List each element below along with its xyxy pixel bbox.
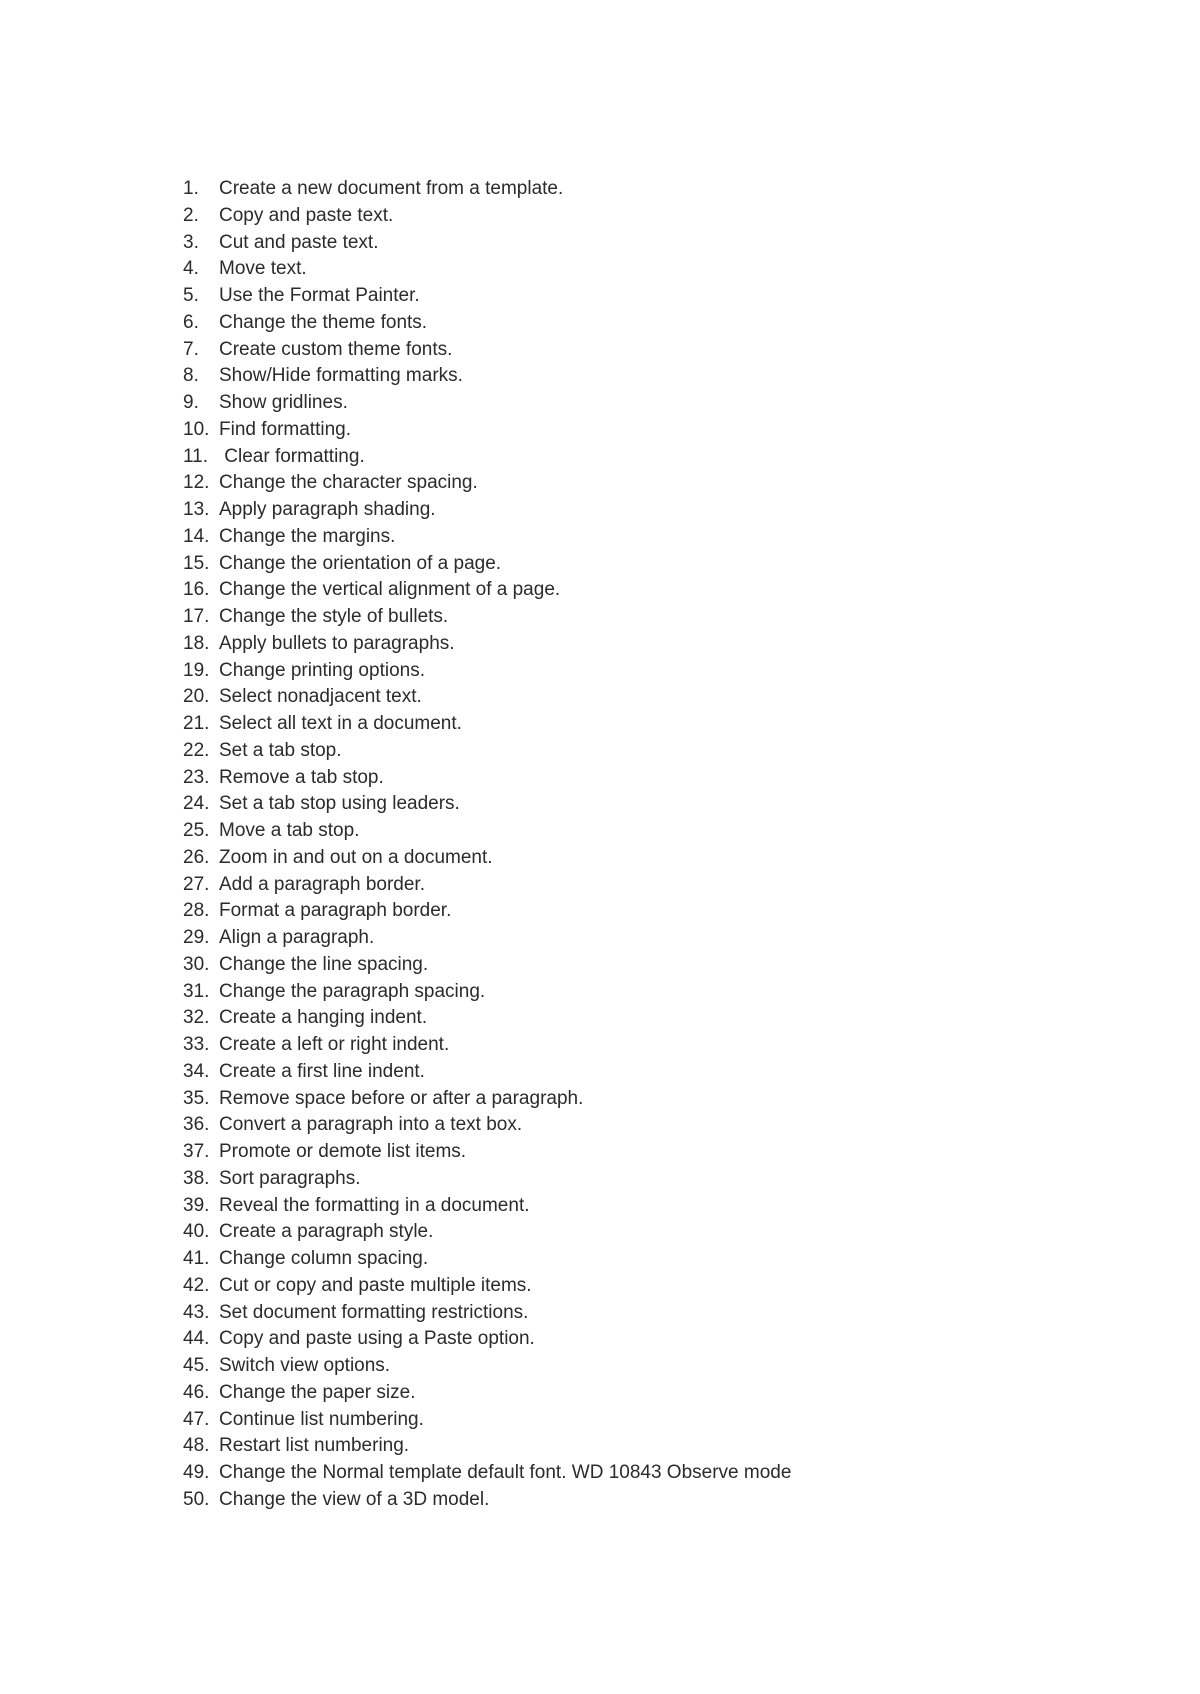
list-item bbox=[183, 551, 791, 578]
list-item-number: 31. bbox=[183, 980, 210, 1002]
list-item-number: 28. bbox=[183, 900, 210, 922]
list-item-text: Create a hanging indent. bbox=[219, 1007, 428, 1029]
list-item-text: Restart list numbering. bbox=[219, 1435, 410, 1457]
list-item-number: 49. bbox=[183, 1462, 210, 1483]
list-item-number: 12. bbox=[183, 472, 210, 494]
list-item bbox=[183, 230, 791, 257]
list-item-text: Switch view options. bbox=[219, 1355, 391, 1376]
list-item bbox=[183, 604, 791, 631]
list-item bbox=[183, 337, 791, 364]
list-item bbox=[183, 1032, 791, 1059]
list-item bbox=[183, 925, 791, 952]
list-item-text: Create custom theme fonts. bbox=[219, 338, 453, 360]
list-item-number: 14. bbox=[183, 525, 210, 547]
list-item-text: Create a left or right indent. bbox=[219, 1034, 450, 1055]
list-item-number: 5. bbox=[183, 285, 199, 306]
list-item bbox=[183, 577, 791, 604]
list-item-number: 24. bbox=[183, 793, 210, 815]
list-item-number: 19. bbox=[183, 659, 210, 681]
list-item bbox=[183, 310, 791, 337]
list-item-text: Change printing options. bbox=[219, 659, 425, 681]
list-item bbox=[183, 1353, 791, 1380]
list-item-text: Cut or copy and paste multiple items. bbox=[219, 1274, 532, 1296]
list-item-number: 50. bbox=[183, 1488, 210, 1510]
list-item-number: 3. bbox=[183, 231, 199, 253]
list-item-number: 10. bbox=[183, 418, 210, 440]
list-item bbox=[183, 363, 791, 390]
list-item-number: 39. bbox=[183, 1194, 210, 1216]
list-item bbox=[183, 952, 791, 979]
list-item-text: Remove a tab stop. bbox=[219, 766, 384, 788]
list-item-text: Continue list numbering. bbox=[219, 1408, 424, 1430]
list-item-text: Find formatting. bbox=[219, 418, 351, 440]
list-item-text: Add a paragraph border. bbox=[219, 873, 425, 895]
list-item bbox=[183, 979, 791, 1006]
list-item-number: 22. bbox=[183, 739, 210, 761]
list-item-text: Promote or demote list items. bbox=[219, 1141, 467, 1162]
list-item-text: Change column spacing. bbox=[219, 1248, 429, 1269]
list-item bbox=[183, 1487, 791, 1514]
list-item-number: 36. bbox=[183, 1114, 210, 1136]
list-item bbox=[183, 1139, 791, 1166]
list-item-number: 35. bbox=[183, 1087, 210, 1109]
list-item-text: Change the theme fonts. bbox=[219, 311, 428, 333]
list-item bbox=[183, 497, 791, 524]
list-item bbox=[183, 765, 791, 792]
list-item-text: Format a paragraph border. bbox=[219, 900, 452, 922]
list-item-text: Apply bullets to paragraphs. bbox=[219, 632, 455, 654]
list-item-text: Change the line spacing. bbox=[219, 953, 429, 975]
list-item-number: 17. bbox=[183, 606, 210, 627]
list-item bbox=[183, 898, 791, 925]
list-item-number: 9. bbox=[183, 392, 199, 413]
list-item-text: Clear formatting. bbox=[219, 445, 365, 467]
list-item bbox=[183, 1193, 791, 1220]
list-item bbox=[183, 1086, 791, 1113]
list-item-number: 30. bbox=[183, 953, 210, 975]
list-item bbox=[183, 1112, 791, 1139]
list-item bbox=[183, 1246, 791, 1273]
list-item bbox=[183, 256, 791, 283]
list-item-text: Create a new document from a template. bbox=[219, 178, 564, 199]
list-item-number: 1. bbox=[183, 178, 199, 199]
list-item-number: 48. bbox=[183, 1435, 210, 1457]
list-item-text: Copy and paste text. bbox=[219, 204, 394, 226]
list-item-number: 4. bbox=[183, 258, 199, 280]
list-item-text: Zoom in and out on a document. bbox=[219, 846, 493, 868]
list-item-number: 7. bbox=[183, 338, 199, 360]
list-item-text: Change the paper size. bbox=[219, 1381, 416, 1403]
list-item-number: 6. bbox=[183, 311, 199, 333]
list-item-text: Align a paragraph. bbox=[219, 927, 375, 948]
list-item bbox=[183, 1460, 791, 1487]
list-item-number: 2. bbox=[183, 204, 199, 226]
list-item-text: Select nonadjacent text. bbox=[219, 686, 422, 708]
list-item-text: Move text. bbox=[219, 258, 307, 280]
list-item-number: 44. bbox=[183, 1328, 210, 1350]
list-item bbox=[183, 1273, 791, 1300]
list-item bbox=[183, 711, 791, 738]
list-item bbox=[183, 470, 791, 497]
list-item bbox=[183, 1380, 791, 1407]
list-item-text: Change the character spacing. bbox=[219, 472, 478, 494]
list-item-number: 16. bbox=[183, 579, 210, 601]
list-item-number: 45. bbox=[183, 1355, 210, 1376]
list-item-number: 37. bbox=[183, 1141, 210, 1162]
list-item-number: 41. bbox=[183, 1248, 210, 1269]
list-item-number: 34. bbox=[183, 1060, 210, 1082]
list-item-number: 27. bbox=[183, 873, 210, 895]
list-item-text: Change the paragraph spacing. bbox=[219, 980, 486, 1002]
list-item-number: 38. bbox=[183, 1167, 210, 1189]
list-item-number: 46. bbox=[183, 1381, 210, 1403]
list-item-text: Change the vertical alignment of a page. bbox=[219, 579, 561, 601]
list-item bbox=[183, 1219, 791, 1246]
list-item bbox=[183, 524, 791, 551]
list-item-text: Sort paragraphs. bbox=[219, 1167, 361, 1189]
list-item bbox=[183, 658, 791, 685]
list-item-text: Change the view of a 3D model. bbox=[219, 1488, 490, 1510]
list-item bbox=[183, 1407, 791, 1434]
list-item-number: 15. bbox=[183, 552, 210, 574]
list-item bbox=[183, 1166, 791, 1193]
list-item bbox=[183, 845, 791, 872]
list-item-number: 47. bbox=[183, 1408, 210, 1430]
list-item-text: Change the Normal template default font. WD 10843 Observe mode bbox=[219, 1462, 792, 1483]
list-item-text: Cut and paste text. bbox=[219, 231, 379, 253]
list-item-number: 42. bbox=[183, 1274, 210, 1296]
list-item-number: 21. bbox=[183, 713, 210, 734]
list-item-text: Change the orientation of a page. bbox=[219, 552, 502, 574]
list-item-text: Use the Format Painter. bbox=[219, 285, 420, 306]
list-item-number: 33. bbox=[183, 1034, 210, 1055]
list-item-number: 32. bbox=[183, 1007, 210, 1029]
list-item-text: Remove space before or after a paragraph. bbox=[219, 1087, 584, 1109]
list-item bbox=[183, 738, 791, 765]
list-item bbox=[183, 390, 791, 417]
list-item-text: Create a first line indent. bbox=[219, 1060, 425, 1082]
list-item bbox=[183, 417, 791, 444]
list-item bbox=[183, 872, 791, 899]
list-item bbox=[183, 684, 791, 711]
list-item bbox=[183, 1005, 791, 1032]
list-item-text: Set a tab stop. bbox=[219, 739, 342, 761]
list-item-text: Show/Hide formatting marks. bbox=[219, 365, 463, 387]
list-item bbox=[183, 1059, 791, 1086]
list-item-number: 8. bbox=[183, 365, 199, 387]
list-item-text: Apply paragraph shading. bbox=[219, 499, 436, 520]
list-item-text: Set document formatting restrictions. bbox=[219, 1301, 529, 1323]
list-item bbox=[183, 283, 791, 310]
list-item-number: 26. bbox=[183, 846, 210, 868]
list-item bbox=[183, 1433, 791, 1460]
list-item bbox=[183, 1300, 791, 1327]
list-item-number: 40. bbox=[183, 1221, 210, 1243]
list-item-number: 18. bbox=[183, 632, 210, 654]
list-item-number: 20. bbox=[183, 686, 210, 708]
list-item-text: Change the style of bullets. bbox=[219, 606, 449, 627]
list-item-text: Convert a paragraph into a text box. bbox=[219, 1114, 523, 1136]
list-item-text: Create a paragraph style. bbox=[219, 1221, 434, 1243]
list-item bbox=[183, 791, 791, 818]
list-item-number: 29. bbox=[183, 927, 210, 948]
list-item-number: 23. bbox=[183, 766, 210, 788]
list-item-text: Copy and paste using a Paste option. bbox=[219, 1328, 535, 1350]
list-item bbox=[183, 444, 791, 471]
list-item-text: Reveal the formatting in a document. bbox=[219, 1194, 530, 1216]
task-list bbox=[183, 176, 791, 1514]
list-item-text: Show gridlines. bbox=[219, 392, 348, 413]
list-item bbox=[183, 818, 791, 845]
list-item bbox=[183, 1326, 791, 1353]
list-item-number: 13. bbox=[183, 499, 210, 520]
list-item-number: 43. bbox=[183, 1301, 210, 1323]
list-item bbox=[183, 203, 791, 230]
list-item-text: Set a tab stop using leaders. bbox=[219, 793, 460, 815]
list-item-text: Select all text in a document. bbox=[219, 713, 462, 734]
list-item-text: Move a tab stop. bbox=[219, 820, 360, 841]
list-item-text: Change the margins. bbox=[219, 525, 396, 547]
list-item bbox=[183, 631, 791, 658]
list-item-number: 11. bbox=[183, 445, 209, 467]
list-item bbox=[183, 176, 791, 203]
list-item-number: 25. bbox=[183, 820, 210, 841]
